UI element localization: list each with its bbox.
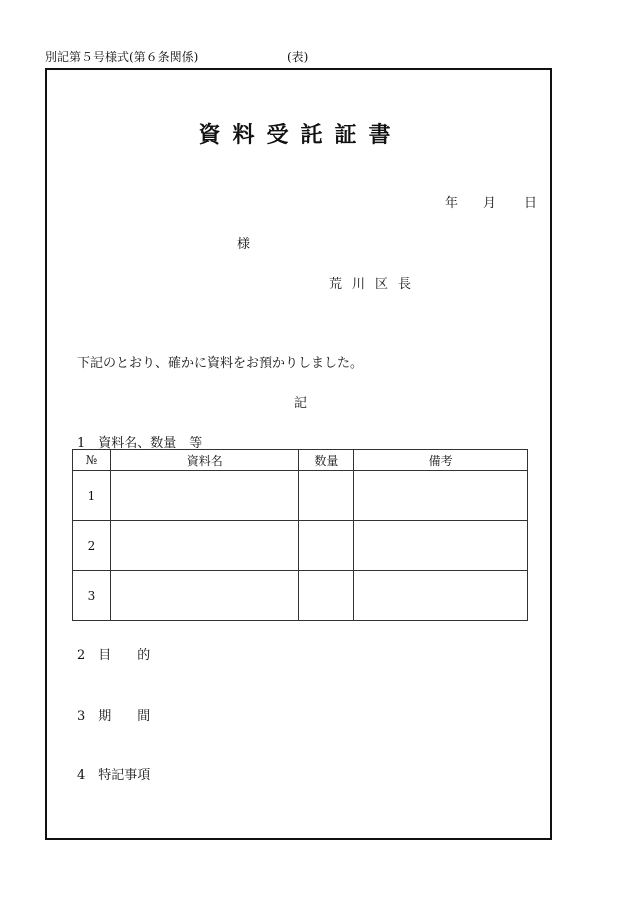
header-name: 資料名 <box>110 450 299 471</box>
header-remarks: 備考 <box>354 450 528 471</box>
table-row <box>73 571 528 621</box>
date-month-label: 月 <box>483 196 497 211</box>
section-1-label: 資料名、数量 等 <box>98 436 203 451</box>
addressee-suffix: 様 <box>237 237 251 252</box>
date-year-label: 年 <box>445 196 459 211</box>
notice-text: 下記のとおり、確かに資料をお預かりしました。 <box>77 356 364 371</box>
section-4-heading <box>77 764 150 783</box>
header-no: № <box>73 450 111 471</box>
row-number: 2 <box>73 521 111 571</box>
section-2-label: 目 的 <box>98 648 151 663</box>
document-title: 資料受託証書 <box>198 122 403 148</box>
name-cell[interactable] <box>110 471 299 521</box>
date-day-label: 日 <box>524 196 538 211</box>
header-quantity: 数量 <box>299 450 354 471</box>
section-1-number: 1 <box>77 436 86 451</box>
table-row <box>73 521 528 571</box>
name-cell[interactable] <box>110 571 299 621</box>
document-frame <box>45 68 552 840</box>
quantity-cell[interactable] <box>299 521 354 571</box>
page-side-label: (表) <box>287 50 309 64</box>
remarks-cell[interactable] <box>354 471 528 521</box>
table-row <box>73 471 528 521</box>
form-number-label: 別記第５号様式(第６条関係) <box>45 50 199 64</box>
section-3-label: 期 間 <box>98 709 151 724</box>
row-number: 1 <box>73 471 111 521</box>
section-2-heading <box>77 644 150 663</box>
section-4-number: 4 <box>77 768 86 783</box>
issuer-name: 荒川区長 <box>329 277 422 292</box>
row-number: 3 <box>73 571 111 621</box>
section-3-number: 3 <box>77 709 86 724</box>
remarks-cell[interactable] <box>354 521 528 571</box>
section-3-heading <box>77 705 150 724</box>
ki-heading: 記 <box>293 396 307 411</box>
quantity-cell[interactable] <box>299 571 354 621</box>
items-table <box>72 449 528 621</box>
section-4-label: 特記事項 <box>98 768 151 783</box>
table-header-row <box>73 450 528 471</box>
section-2-number: 2 <box>77 648 86 663</box>
quantity-cell[interactable] <box>299 471 354 521</box>
remarks-cell[interactable] <box>354 571 528 621</box>
name-cell[interactable] <box>110 521 299 571</box>
